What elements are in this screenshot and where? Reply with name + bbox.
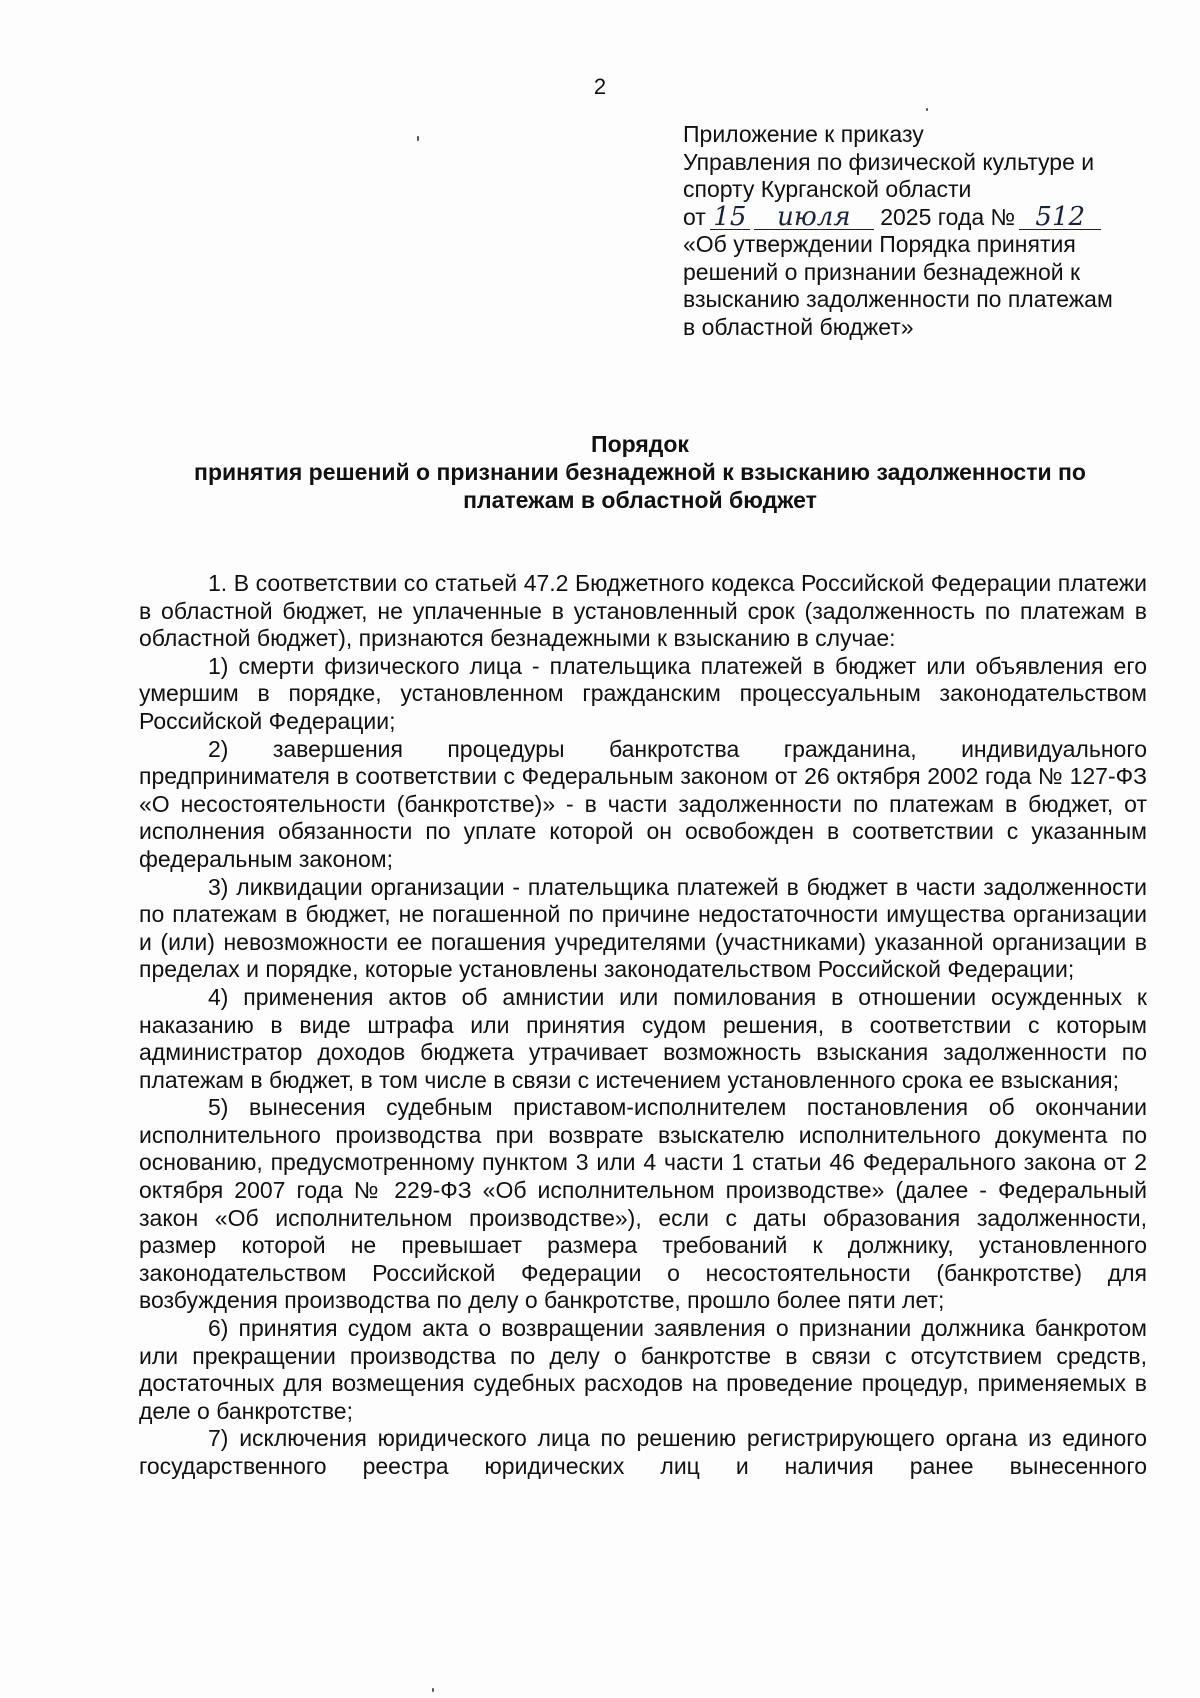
document-body: [139, 570, 1147, 1481]
appendix-block: [683, 121, 1153, 341]
paragraph-1: 1. В соответствии со статьей 47.2 Бюджетного кодекса Российской Федерации платежи в областной бюджет, не уплаченные в установленный срок (задолженность по платежам в областной бюджет), признаются безнадежными к взысканию в случае:: [139, 570, 1147, 652]
list-item-5: 5) вынесения судебным приставом-исполнителем постановления об окончании исполнительного производства при возврате взыскателю исполнительного документа по основанию, предусмотренному пунктом 3 или 4 части 1 статьи 46 Федерального закона от 2 октября 2007 года № 229-ФЗ «Об исполнительном производстве» (далее - Федеральный закон «Об исполнительном производстве»), если с даты образования задолженности, размер которой не превышает размера требований к должнику, установленного законодательством Российской Федерации о несостоятельности (банкротстве) для возбуждения производства по делу о банкротстве, прошло более пяти лет;: [139, 1094, 1147, 1314]
appendix-subject-line: «Об утверждении Порядка принятия: [683, 231, 1076, 257]
appendix-line: спорту Курганской области: [683, 176, 972, 202]
scan-speck: [417, 136, 419, 141]
scan-speck: [432, 1688, 434, 1692]
page-number: 2: [593, 74, 607, 99]
list-item-3: 3) ликвидации организации - плательщика платежей в бюджет в части задолженности по платежам в бюджет, не погашенной по причине недостаточности имущества организации и (или) невозможности ее погашения учредителями (участниками) указанной организации в пределах и порядке, которые установлены законодательством Российской Федерации;: [139, 873, 1147, 983]
appendix-line: Приложение к приказу: [683, 121, 924, 147]
list-item-6: 6) принятия судом акта о возвращении заявления о признании должника банкротом или прекращении производства по делу о банкротстве в связи с отсутствием средств, достаточных для возмещения судебных расходов на проведение процедур, применяемых в деле о банкротстве;: [139, 1315, 1147, 1424]
appendix-subject-line: в областной бюджет»: [683, 313, 914, 340]
list-item-2: 2) завершения процедуры банкротства гражданина, индивидуального предпринимателя в соответствии с Федеральным законом от 26 октября 2002 года № 127-ФЗ «О несостоятельности (банкротстве)» - в части задолженности по платежам в бюджет, от исполнения обязанности по уплате которой он освобожден в соответствии с указанным федеральным законом;: [139, 735, 1147, 872]
appendix-subject-line: взысканию задолженности по платежам: [683, 286, 1113, 312]
handwritten-day: 15: [710, 205, 750, 230]
date-year-text: 2025 года №: [880, 203, 1016, 230]
handwritten-order-number: 512: [1019, 205, 1101, 230]
document-title: [130, 430, 1150, 514]
handwritten-month: июля: [754, 205, 874, 230]
title-line: Порядок: [591, 431, 689, 457]
order-date-line: [683, 201, 1153, 232]
appendix-line: Управления по физической культуре и: [683, 148, 1095, 175]
list-item-4: 4) применения актов об амнистии или помилования в отношении осужденных к наказанию в виде штрафа или принятия судом решения, в соответствии с которым администратор доходов бюджета утрачивает возможность взыскания задолженности по платежам в бюджет, в том числе в связи с истечением установленного срока ее взыскания;: [139, 983, 1147, 1093]
list-item-7: 7) исключения юридического лица по решению регистрирующего органа из единого государственного реестра юридических лиц и наличия ранее вынесенного: [139, 1425, 1147, 1479]
title-line: платежам в областной бюджет: [463, 487, 817, 513]
date-prefix: от: [683, 203, 706, 230]
scan-speck: [926, 108, 928, 111]
list-item-1: 1) смерти физического лица - плательщика платежей в бюджет или объявления его умершим в порядке, установленном гражданским процессуальным законодательством Российской Федерации;: [139, 652, 1147, 734]
appendix-subject-line: решений о признании безнадежной к: [683, 258, 1081, 285]
title-line: принятия решений о признании безнадежной к взысканию задолженности по: [194, 459, 1086, 485]
